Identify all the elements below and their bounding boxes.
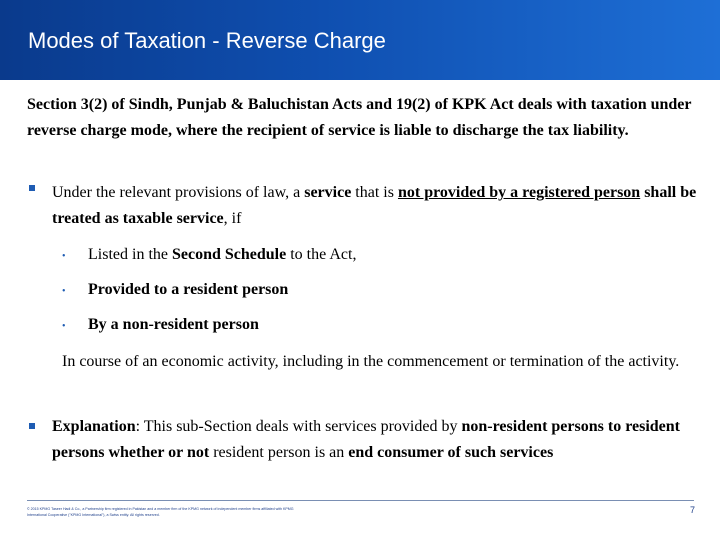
bullet-bold-text: service [304, 184, 352, 201]
bullet-provisions [52, 180, 718, 232]
bullet-text: that is [351, 184, 398, 201]
dot-bullet-icon: • [62, 321, 66, 332]
sub-item-text: Listed in the [88, 246, 172, 263]
bullet-underlined-text: not provided by a registered person [397, 184, 641, 201]
bullet-bold-text: non-resident persons to resident persons whether or not [52, 418, 680, 461]
sub-item-resident-person: Provided to a resident person [88, 281, 289, 298]
page-title: Modes of Taxation - Reverse Charge [28, 28, 386, 53]
sub-item-non-resident: By a non-resident person [88, 316, 259, 333]
square-bullet-icon [29, 185, 35, 191]
bullet-text: resident person is an [209, 444, 349, 461]
bullet-bold-text: shall be treated as taxable service [52, 184, 697, 227]
square-bullet-icon [29, 423, 35, 429]
title-bar [0, 0, 720, 80]
dot-bullet-icon: • [62, 251, 66, 262]
page-number: 7 [690, 505, 696, 515]
intro-paragraph: Section 3(2) of Sindh, Punjab & Baluchistan Acts and 19(2) of KPK Act deals with taxation under reverse charge mode, where the recipient of service is liable to discharge the tax liability. [27, 96, 692, 139]
economic-activity-text: In course of an economic activity, including in the commencement or termination of the activity. [62, 353, 680, 370]
sub-item-bold-text: Second Schedule [171, 246, 287, 263]
dot-bullet-icon: • [62, 286, 66, 297]
footer-legal-text: © 2015 KPMG Taseer Hadi & Co., a Partnership firm registered in Pakistan and a member firm of the KPMG network of independent member firms affiliated with KPMG International Cooperative ("KPMG International"), a Swiss entity. All rights reserved. [27, 507, 294, 517]
sub-item-second-schedule [88, 246, 356, 264]
bullet-text: , if [223, 210, 242, 227]
explanation-label: Explanation [52, 418, 136, 435]
sub-item-text: to the Act, [286, 246, 357, 263]
bullet-explanation [52, 414, 712, 466]
bullet-text: : This sub-Section deals with services provided by [135, 418, 462, 435]
footer-divider [27, 500, 694, 501]
bullet-bold-text: end consumer of such services [348, 444, 554, 461]
bullet-text: Under the relevant provisions of law, a [52, 184, 305, 201]
